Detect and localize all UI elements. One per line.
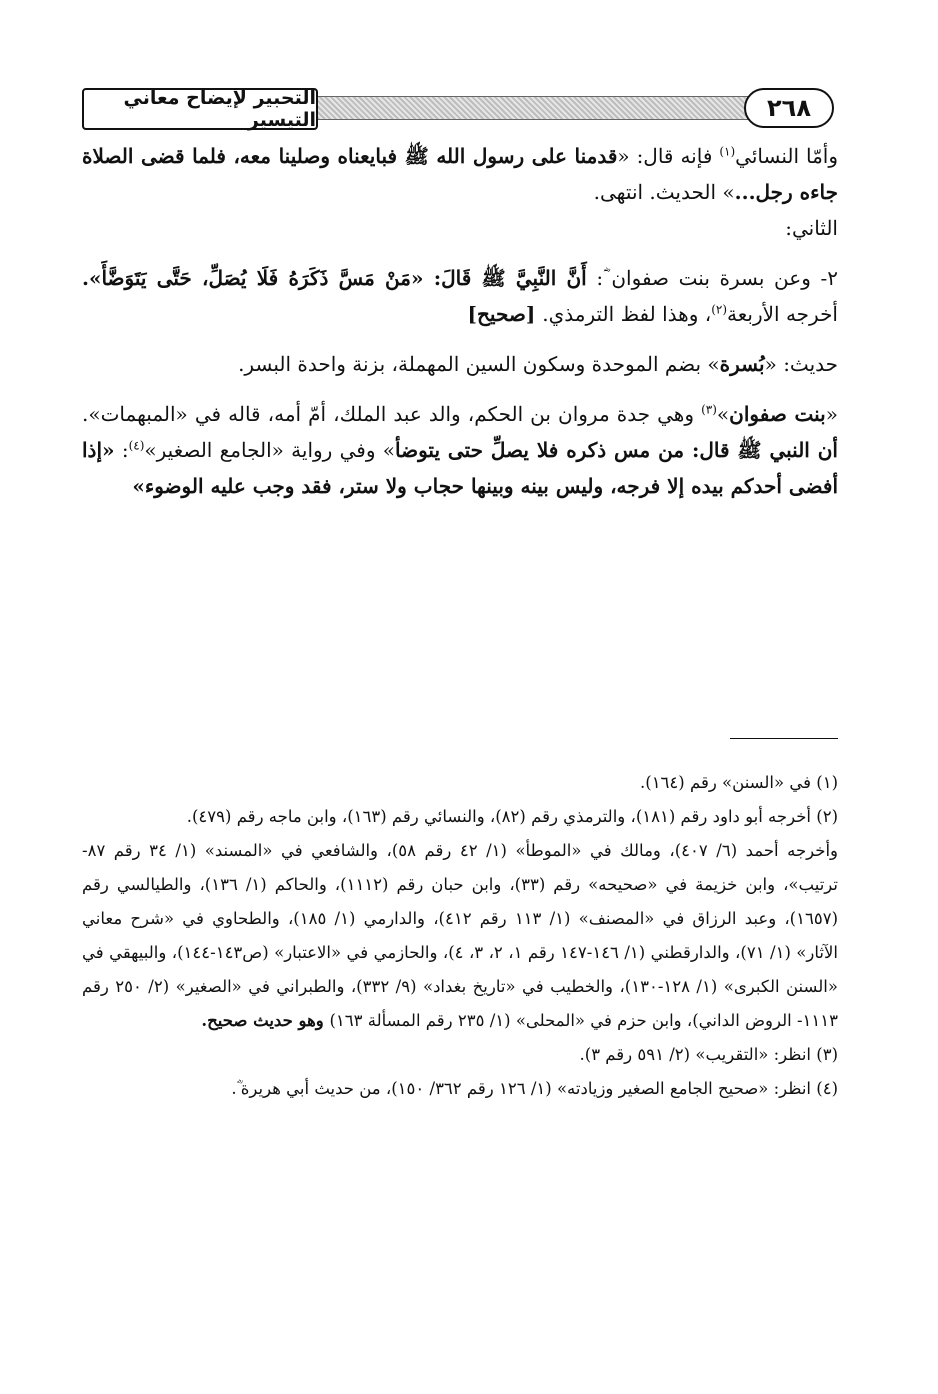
footnote-ref-4[interactable]: (٤) <box>128 438 145 453</box>
main-text <box>82 138 838 504</box>
paragraph-nasai: وأمّا النسائي$^{(١)}$ فإنه قال: «قدمنا على رسول الله ﷺ فبايعناه وصلينا معه، فلما قضى الصلاة جاءه رجل...» الحديث. انتهى. <box>82 144 838 204</box>
footnote-2-line1: (٢) أخرجه أبو داود رقم (١٨١)، والترمذي رقم (٨٢)، والنسائي رقم (١٦٣)، وابن ماجه رقم (٤٧٩). <box>186 807 838 826</box>
paragraph-bint-safwan: «بنت صفوان»$^{(٣)}$ وهي جدة مروان بن الحكم، والد عبد الملك، أمّ أمه، قاله في «المبهمات». أن النبي ﷺ قال: من مس ذكره فلا يصلِّ حتى يتوضأ» وفي رواية «الجامع الصغير»$^{(٤)}$: «إذا أفضى أحدكم بيده إلا فرجه، وليس بينه وبينها حجاب ولا ستر، فقد وجب عليه الوضوء» <box>82 402 838 498</box>
footnotes <box>82 766 838 1106</box>
hadith-busra: ٢- وعن بسرة بنت صفوان ؓ: أَنَّ النَّبِيَّ ﷺ قَالَ: «مَنْ مَسَّ ذَكَرَهُ فَلَا يُصَلِّ، حَتَّى يَتَوَضَّأَ». أخرجه الأربعة$^{(٢)}$، وهذا لفظ الترمذي. [صحيح] <box>82 266 839 326</box>
footnote-4: (٤) انظر: «صحيح الجامع الصغير وزيادته» (١/ ١٢٦ رقم ٣٦٢/ ١٥٠)، من حديث أبي هريرة ؓ. <box>231 1079 838 1098</box>
footnote-3: (٣) انظر: «التقريب» (٢/ ٥٩١ رقم ٣). <box>579 1045 838 1064</box>
page-number: ٢٦٨ <box>744 88 834 128</box>
page-header <box>82 88 852 132</box>
footnote-ref-1[interactable]: (١) <box>719 144 736 159</box>
header-decorative-band <box>312 96 812 120</box>
section-heading-second: الثاني: <box>785 216 838 240</box>
grade-badge: [صحيح] <box>467 302 543 326</box>
footnote-2-detail: وأخرجه أحمد (٦/ ٤٠٧)، ومالك في «الموطأ» (١/ ٤٢ رقم ٥٨)، والشافعي في «المسند» (١/ ٣٤ رقم ٨٧- ترتيب»، وابن خزيمة في «صحيحه» رقم (٣٣)، وابن حبان رقم (١١١٢)، والحاكم (١/ ١٣٦)، والطيالسي رقم (١٦٥٧)، وعبد الرزاق في «المصنف» (١/ ١١٣ رقم ٤١٢)، والدارمي (١/ ١٨٥)، والطحاوي في «شرح معاني الآثار» (١/ ٧١)، والدارقطني (١/ ١٤٦-١٤٧ رقم ١، ٢، ٣، ٤)، والحازمي في «الاعتبار» (ص١٤٣-١٤٤)، والبيهقي في «السنن الكبرى» (١/ ١٢٨-١٣٠)، والخطيب في «تاريخ بغداد» (٩/ ٣٣٢)، والطبراني في «الصغير» (٢/ ٢٥٠ رقم ١١١٣- الروض الداني)، وابن حزم في «المحلى» (١/ ٢٣٥ رقم المسألة ١٦٣) وهو حديث صحيح. <box>82 841 839 1030</box>
footnote-separator <box>730 738 838 739</box>
footnote-ref-2[interactable]: (٢) <box>711 302 728 317</box>
paragraph-busra-explanation: حديث: «بُسرة» بضم الموحدة وسكون السين المهملة، بزنة واحدة البسر. <box>238 352 838 376</box>
footnote-1: (١) في «السنن» رقم (١٦٤). <box>640 773 838 792</box>
footnote-ref-3[interactable]: (٣) <box>701 402 717 417</box>
book-title: التحبير لإيضاح معاني التيسير <box>82 88 318 130</box>
